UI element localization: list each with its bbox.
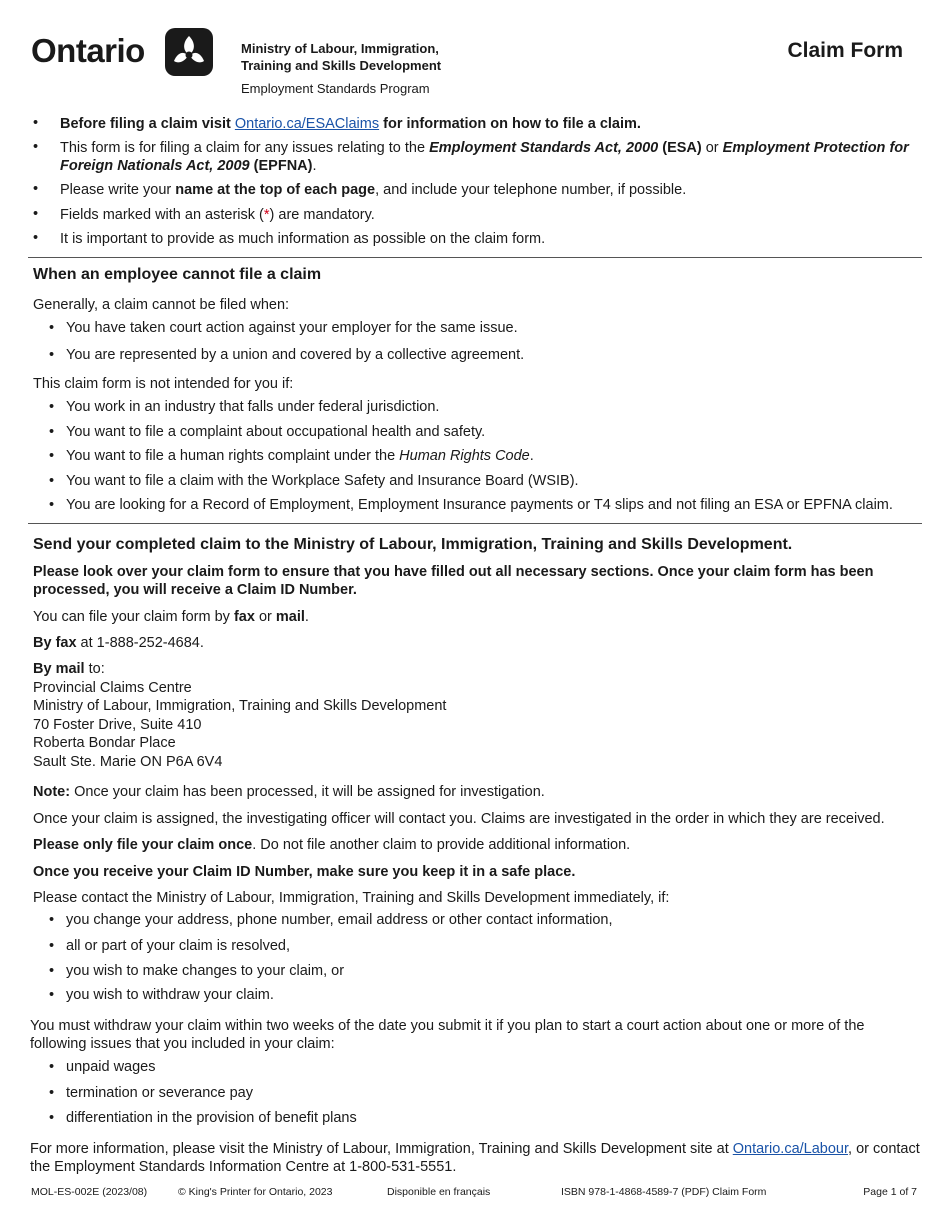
mail-address: By mail to: Provincial Claims Centre Ministry of Labour, Immigration, Training and Skills Development 70 Foster Drive, Suite 410 Roberta Bondar Place Sault Ste. Marie ON P6A 6V4 — [33, 660, 918, 772]
list-item: You want to file a human rights complaint under the Human Rights Code. — [66, 448, 534, 464]
file-once-note: Please only file your claim once. Do not file another claim to provide additional information. — [33, 837, 631, 853]
list-item: You are represented by a union and covered by a collective agreement. — [66, 347, 525, 363]
bullet-dot: • — [49, 320, 55, 336]
file-methods: You can file your claim form by fax or mail. — [33, 609, 309, 625]
bullet-dot: • — [49, 1110, 55, 1126]
ontario-wordmark: Ontario — [31, 32, 145, 69]
cannot-file-lead-2: This claim form is not intended for you if: — [33, 376, 294, 392]
page-number: Page 1 of 7 — [863, 1186, 917, 1198]
cannot-file-lead-1: Generally, a claim cannot be filed when: — [33, 297, 290, 313]
send-heading: Send your completed claim to the Ministry of Labour, Immigration, Training and Skills Development. — [33, 536, 793, 553]
isbn: ISBN 978-1-4868-4589-7 (PDF) Claim Form — [561, 1186, 767, 1198]
bullet-dot: • — [49, 473, 55, 489]
list-item: you wish to make changes to your claim, or — [66, 963, 345, 979]
french-availability: Disponible en français — [387, 1186, 491, 1198]
address-line: 70 Foster Drive, Suite 410 — [33, 716, 202, 733]
form-title: Claim Form — [787, 39, 903, 62]
bullet-dot: • — [49, 987, 55, 1003]
ministry-name — [241, 40, 441, 74]
intro-bullet-2: This form is for filing a claim for any issues relating to the Employment Standards Act, 2000 (ESA) or Employment Protection for Foreign Nationals Act, 2009 (EPFNA). — [60, 140, 909, 174]
asterisk-marker: * — [263, 207, 270, 223]
keep-id-note: Once you receive your Claim ID Number, make sure you keep it in a safe place. — [33, 864, 576, 880]
trillium-logo-icon — [165, 28, 213, 76]
cannot-file-heading: When an employee cannot file a claim — [33, 266, 322, 283]
list-item: differentiation in the provision of benefit plans — [66, 1110, 357, 1126]
bullet-dot: • — [49, 347, 55, 363]
bullet-dot: • — [49, 912, 55, 928]
ontario-labour-link[interactable]: Ontario.ca/Labour — [732, 1141, 849, 1157]
bullet-dot: • — [33, 139, 39, 155]
address-line: Roberta Bondar Place — [33, 735, 176, 752]
contact-lead: Please contact the Ministry of Labour, Immigration, Training and Skills Development immediately, if: — [33, 890, 670, 906]
intro-bullet-4: Fields marked with an asterisk (*) are mandatory. — [60, 207, 375, 223]
list-item: you wish to withdraw your claim. — [66, 987, 274, 1003]
address-line: Provincial Claims Centre — [33, 679, 192, 696]
bullet-dot: • — [33, 181, 39, 197]
section-divider — [28, 523, 922, 524]
address-line: Sault Ste. Marie ON P6A 6V4 — [33, 753, 223, 770]
list-item: you change your address, phone number, email address or other contact information, — [66, 912, 613, 928]
form-id: MOL-ES-002E (2023/08) — [31, 1186, 148, 1198]
bullet-dot: • — [33, 115, 39, 131]
list-item: You want to file a complaint about occupational health and safety. — [66, 424, 486, 440]
bullet-dot: • — [33, 206, 39, 222]
note: Note: Once your claim has been processed, it will be assigned for investigation. — [33, 784, 545, 800]
bullet-dot: • — [49, 399, 55, 415]
bullet-dot: • — [49, 963, 55, 979]
bullet-dot: • — [49, 1085, 55, 1101]
intro-bullet-1: Before filing a claim visit Ontario.ca/ESAClaims for information on how to file a claim. — [60, 116, 641, 132]
ministry-line-1: Ministry of Labour, Immigration, — [241, 41, 439, 56]
bullet-dot: • — [49, 1059, 55, 1075]
list-item: termination or severance pay — [66, 1085, 253, 1101]
list-item: unpaid wages — [66, 1059, 156, 1075]
bullet-dot: • — [49, 448, 55, 464]
list-item: You have taken court action against your employer for the same issue. — [66, 320, 518, 336]
assigned-note: Once your claim is assigned, the investigating officer will contact you. Claims are investigated in the order in which they are received. — [33, 811, 885, 827]
list-item: You want to file a claim with the Workplace Safety and Insurance Board (WSIB). — [66, 473, 579, 489]
bullet-dot: • — [49, 424, 55, 440]
list-item: all or part of your claim is resolved, — [66, 938, 291, 954]
withdraw-notice: You must withdraw your claim within two weeks of the date you submit it if you plan to start a court action about one or more of the following issues that you included in your claim: — [30, 1018, 865, 1052]
bullet-dot: • — [49, 497, 55, 513]
intro-bullet-3: Please write your name at the top of each page, and include your telephone number, if possible. — [60, 182, 687, 198]
ministry-line-2: Training and Skills Development — [241, 58, 442, 73]
copyright: © King's Printer for Ontario, 2023 — [178, 1186, 333, 1198]
fax-instructions: By fax at 1-888-252-4684. — [33, 635, 204, 651]
section-divider — [28, 257, 922, 258]
list-item: You work in an industry that falls under federal jurisdiction. — [66, 399, 440, 415]
review-notice: Please look over your claim form to ensure that you have filled out all necessary sections. Once your claim form has been processed, you will receive a Claim ID Number. — [33, 564, 874, 598]
intro-bullet-5: It is important to provide as much information as possible on the claim form. — [60, 231, 546, 247]
list-item: You are looking for a Record of Employment, Employment Insurance payments or T4 slips and not filing an ESA or EPFNA claim. — [66, 497, 893, 513]
bullet-dot: • — [49, 938, 55, 954]
esa-claims-link[interactable]: Ontario.ca/ESAClaims — [234, 116, 380, 132]
program-name: Employment Standards Program — [241, 81, 430, 96]
bullet-dot: • — [33, 230, 39, 246]
address-line: Ministry of Labour, Immigration, Training and Skills Development — [33, 698, 447, 715]
more-info: For more information, please visit the Ministry of Labour, Immigration, Training and Skills Development site at Ontario.ca/Labour, or contact the Employment Standards Information Centre at 1-800-531-5551. — [30, 1141, 920, 1175]
